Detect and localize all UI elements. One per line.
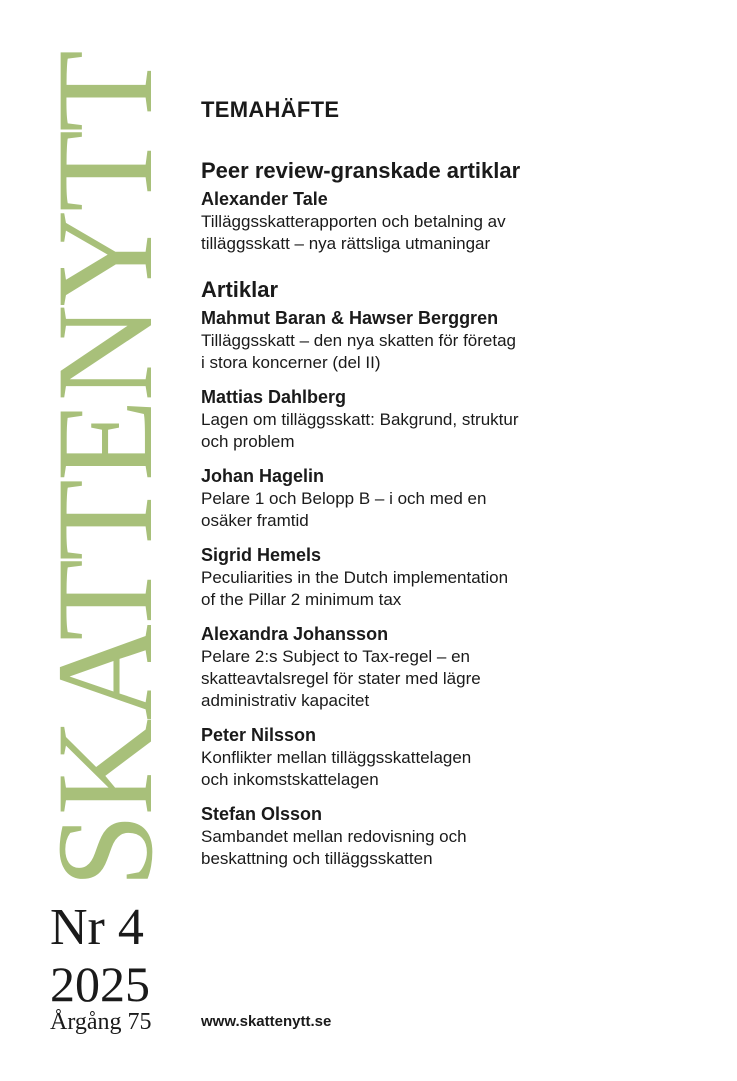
- article-entry: [201, 386, 711, 453]
- article-author: Alexandra Johansson: [201, 624, 389, 644]
- article-title: Tilläggsskatterapporten och betalning av tilläggsskatt – nya rättsliga utmaningar: [201, 212, 506, 253]
- article-author: Alexander Tale: [201, 189, 328, 209]
- table-of-contents: [201, 96, 711, 882]
- issue-year: 2025: [50, 956, 150, 1012]
- article-author: Sigrid Hemels: [201, 545, 322, 565]
- article-author: Stefan Olsson: [201, 804, 323, 824]
- article-title: Pelare 2:s Subject to Tax-regel – en skatteavtalsregel för stater med lägre administrativ kapacitet: [201, 647, 481, 710]
- article-entry: [201, 188, 711, 255]
- masthead-title: SKATTENYTT: [28, 52, 181, 888]
- issue-volume: Årgång 75: [50, 1009, 152, 1035]
- issue-number: Nr 4: [50, 899, 144, 956]
- article-title: Sambandet mellan redovisning och beskattning och tilläggsskatten: [201, 827, 467, 868]
- article-author: Peter Nilsson: [201, 725, 317, 745]
- article-author: Mahmut Baran & Hawser Berggren: [201, 308, 499, 328]
- article-title: Pelare 1 och Belopp B – i och med en osäker framtid: [201, 489, 487, 530]
- article-entry: [201, 307, 711, 374]
- article-author: Johan Hagelin: [201, 466, 325, 486]
- website-link[interactable]: www.skattenytt.se: [201, 1013, 332, 1030]
- articles-section: [201, 277, 711, 870]
- theme-label: TEMAHÄFTE: [201, 97, 340, 122]
- article-title: Konflikter mellan tilläggsskattelagen och inkomstskattelagen: [201, 748, 472, 789]
- peer-review-heading: Peer review-granskade artiklar: [201, 158, 521, 183]
- article-title: Tilläggsskatt – den nya skatten för företag i stora koncerner (del II): [201, 331, 516, 372]
- masthead: [28, 52, 181, 888]
- article-entry: [201, 623, 711, 712]
- article-author: Mattias Dahlberg: [201, 387, 347, 407]
- article-entry: [201, 724, 711, 791]
- article-entry: [201, 803, 711, 870]
- article-entry: [201, 544, 711, 611]
- article-entry: [201, 465, 711, 532]
- articles-heading: Artiklar: [201, 277, 279, 302]
- article-title: Lagen om tilläggsskatt: Bakgrund, struktur och problem: [201, 410, 519, 451]
- article-title: Peculiarities in the Dutch implementation of the Pillar 2 minimum tax: [201, 568, 509, 609]
- peer-review-section: [201, 158, 711, 255]
